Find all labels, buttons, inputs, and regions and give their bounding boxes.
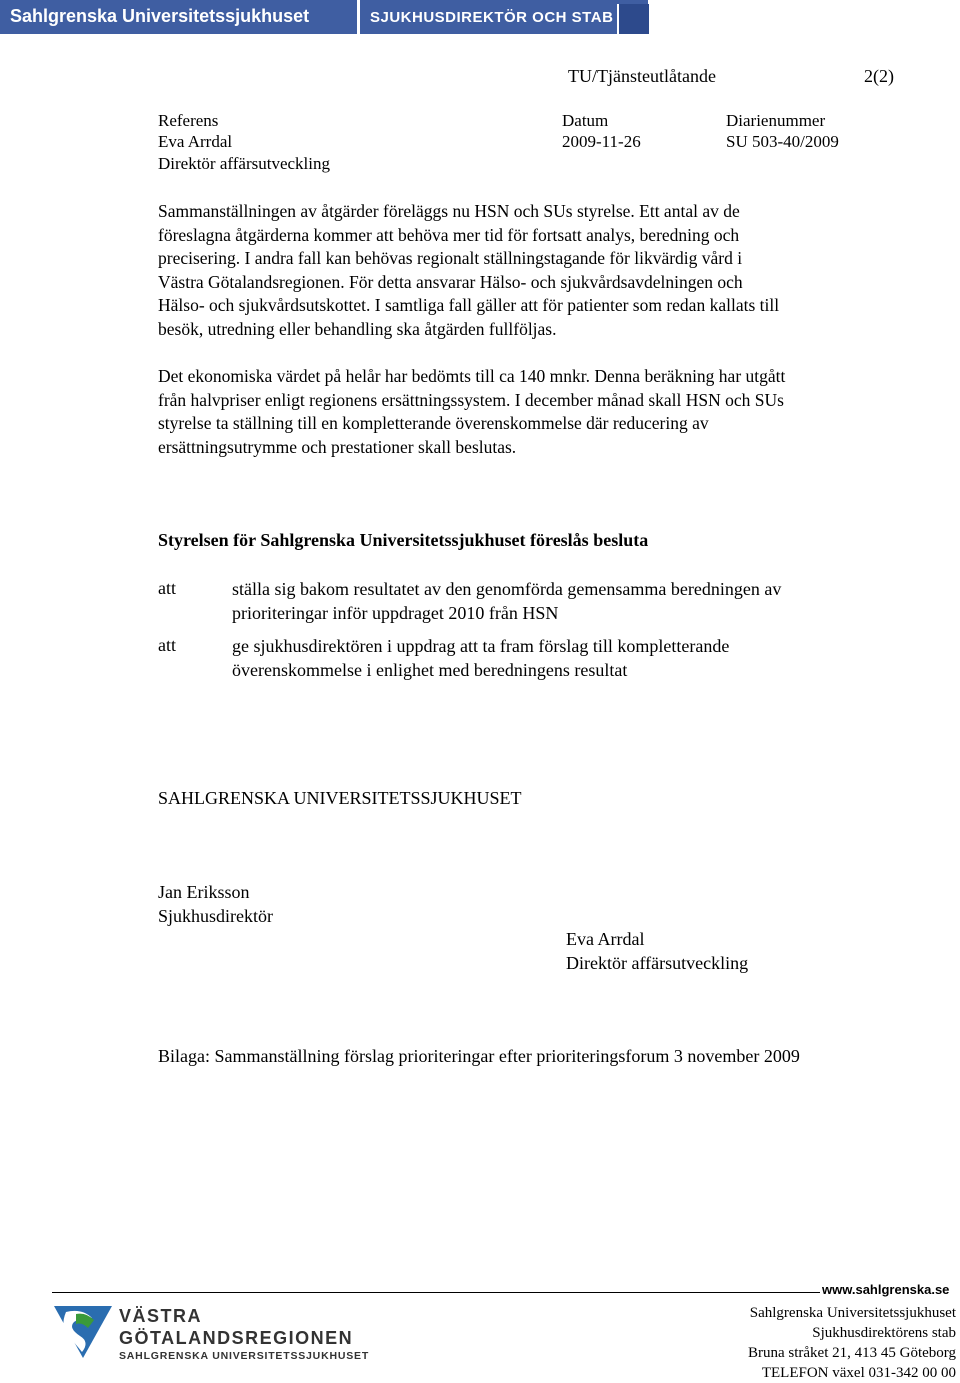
proposal-marker: att bbox=[158, 635, 176, 655]
diary-number-value: SU 503-40/2009 bbox=[726, 132, 839, 151]
footer-address-line: TELEFON växel 031-342 00 00 bbox=[761, 1365, 956, 1381]
paragraph-line: Det ekonomiska värdet på helår har bedömts till ca 140 mnkr. Denna beräkning har utgått bbox=[158, 366, 786, 386]
reference-title: Direktör affärsutveckling bbox=[158, 154, 330, 173]
footer-rule bbox=[52, 1292, 820, 1293]
signature-organization: SAHLGRENSKA UNIVERSITETSSJUKHUSET bbox=[158, 788, 522, 808]
signer1-title: Sjukhusdirektör bbox=[158, 906, 273, 926]
proposal-heading: Styrelsen för Sahlgrenska Universitetssjukhuset föreslås besluta bbox=[158, 530, 649, 550]
paragraph-line: Hälso- och sjukvårdsutskottet. I samtliga fall gäller att för patienter som redan kallats till bbox=[158, 295, 780, 315]
reference-name: Eva Arrdal bbox=[158, 132, 233, 151]
signer1-name: Jan Eriksson bbox=[158, 882, 250, 902]
attachment-note: Bilaga: Sammanställning förslag prioriteringar efter prioriteringsforum 3 november 2009 bbox=[158, 1046, 800, 1066]
footer-address bbox=[748, 1303, 956, 1383]
page-number: 2(2) bbox=[864, 66, 894, 86]
region-logo-icon bbox=[52, 1302, 114, 1360]
proposal-line: ge sjukhusdirektören i uppdrag att ta fram förslag till kompletterande bbox=[232, 636, 730, 656]
paragraph-economics bbox=[158, 365, 918, 459]
proposal-line: ställa sig bakom resultatet av den genomförda gemensamma beredningen av bbox=[232, 579, 782, 599]
footer-address-line: Bruna stråket 21, 413 45 Göteborg bbox=[747, 1345, 956, 1361]
header-department: SJUKHUSDIREKTÖR OCH STAB bbox=[370, 9, 614, 26]
logo-text-line: VÄSTRA bbox=[119, 1306, 203, 1326]
date-value: 2009-11-26 bbox=[562, 132, 641, 151]
paragraph-line: besök, utredning eller behandling ska åtgärden fullföljas. bbox=[158, 318, 557, 339]
paragraph-line: Sammanställningen av åtgärder föreläggs nu HSN och SUs styrelse. Ett antal av de bbox=[158, 201, 740, 221]
date-label: Datum bbox=[562, 111, 609, 130]
header-separator bbox=[357, 0, 360, 34]
logo-text-line: SAHLGRENSKA UNIVERSITETSSJUKHUSET bbox=[119, 1350, 370, 1362]
paragraph-line: ersättningsutrymme och prestationer skall beslutas. bbox=[158, 436, 517, 457]
paragraph-line: från halvpriser enligt regionens ersättningssystem. I december månad skall HSN och SUs bbox=[158, 389, 784, 410]
proposal-item-1 bbox=[232, 578, 781, 625]
header-accent-block bbox=[617, 4, 649, 34]
signer2-name: Eva Arrdal bbox=[566, 929, 645, 949]
paragraph-line: styrelse ta ställning till en kompletterande överenskommelse där reducering av bbox=[158, 413, 709, 433]
logo-text-line: GÖTALANDSREGIONEN bbox=[119, 1328, 354, 1348]
header-organization: Sahlgrenska Universitetssjukhuset bbox=[10, 6, 310, 26]
proposal-line: prioriteringar inför uppdraget 2010 från HSN bbox=[232, 602, 559, 623]
paragraph-line: föreslagna åtgärderna kommer att behöva mer tid för fortsatt analys, beredning och bbox=[158, 224, 740, 245]
paragraph-line: Västra Götalandsregionen. För detta ansvarar Hälso- och sjukvårdsavdelningen och bbox=[158, 271, 743, 292]
reference-label: Referens bbox=[158, 111, 219, 130]
document-type: TU/Tjänsteutlåtande bbox=[568, 66, 716, 86]
paragraph-measures bbox=[158, 200, 918, 341]
proposal-item-2 bbox=[232, 635, 729, 682]
footer-url[interactable]: www.sahlgrenska.se bbox=[822, 1282, 950, 1297]
paragraph-line: precisering. I andra fall kan behövas regionalt ställningstagande för likvärdig vård i bbox=[158, 248, 743, 268]
diary-number-label: Diarienummer bbox=[726, 111, 826, 130]
proposal-line: överenskommelse i enlighet med beredningens resultat bbox=[232, 659, 628, 680]
footer-address-line: Sahlgrenska Universitetssjukhuset bbox=[749, 1305, 956, 1321]
proposal-marker: att bbox=[158, 578, 176, 598]
signer2-title: Direktör affärsutveckling bbox=[566, 953, 749, 973]
footer-address-line: Sjukhusdirektörens stab bbox=[812, 1325, 956, 1341]
